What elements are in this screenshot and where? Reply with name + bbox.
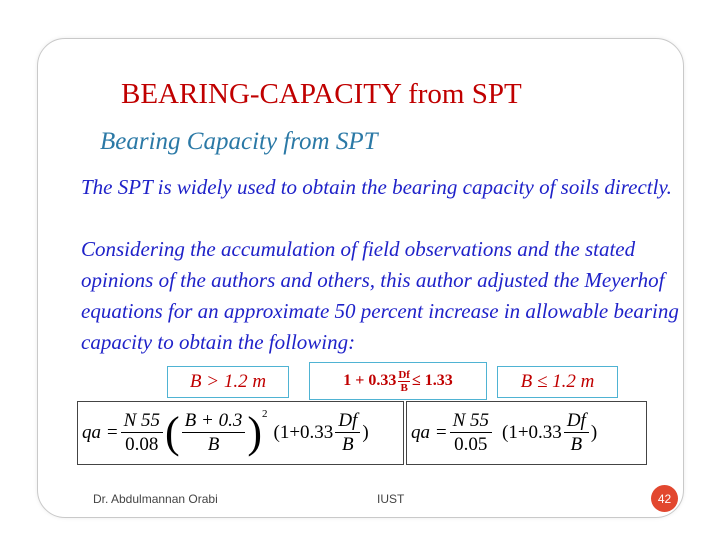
- eq1-lhs: qa =: [82, 422, 119, 443]
- eq1-close-paren: ): [247, 408, 263, 457]
- eq1-b-fraction: [182, 410, 246, 457]
- eq2-denominator: 0.05: [454, 433, 488, 455]
- eq2-b: B: [570, 433, 583, 455]
- eq1-b: B: [342, 433, 354, 455]
- eq2-close: ): [590, 422, 598, 443]
- slide-subtitle: Bearing Capacity from SPT: [100, 128, 378, 155]
- condition-fraction-den: B: [400, 381, 408, 394]
- paragraph-meyerhof-adjustment: Considering the accumulation of field observations and the stated opinions of the authors and others, this author adjusted the Meyerhof equations for an approximate 50 percent increase in allowable bearing capacity to obtain the following:: [81, 237, 679, 354]
- condition-b-less: B ≤ 1.2 m: [497, 366, 618, 398]
- paragraph-spt-usage: The SPT is widely used to obtain the bearing capacity of soils directly.: [81, 175, 672, 199]
- condition-b-greater: B > 1.2 m: [167, 366, 289, 398]
- equation-small-footing: [406, 401, 647, 465]
- eq1-exponent: 2: [262, 408, 268, 420]
- eq2-df: Df: [566, 409, 586, 431]
- eq1-inner-num: B + 0.3: [184, 409, 243, 431]
- eq1-close: ): [362, 422, 369, 443]
- eq1-factor: (1+0.33: [273, 422, 334, 443]
- eq1-df-fraction: [335, 410, 360, 457]
- eq1-n55: N 55: [123, 409, 161, 431]
- condition-fraction-num: Df: [398, 368, 410, 381]
- eq2-lhs: qa =: [411, 422, 448, 443]
- eq2-df-fraction: [564, 410, 589, 457]
- eq1-inner-den: B: [207, 433, 220, 455]
- eq1-denominator: 0.08: [125, 433, 159, 455]
- eq2-n-fraction: [450, 410, 492, 457]
- equation-large-footing: [77, 401, 404, 465]
- footer-institution: IUST: [377, 492, 405, 506]
- condition-depth-factor: [309, 362, 487, 400]
- eq1-open-paren: (: [165, 408, 180, 457]
- eq1-n-fraction: [121, 410, 163, 457]
- eq2-n55: N 55: [452, 409, 490, 431]
- slide-title: BEARING-CAPACITY from SPT: [121, 78, 522, 110]
- condition-suffix: ≤ 1.33: [411, 372, 453, 389]
- page-number-badge: 42: [651, 485, 678, 512]
- footer-author: Dr. Abdulmannan Orabi: [93, 492, 218, 506]
- eq1-df: Df: [338, 409, 358, 431]
- eq2-factor: (1+0.33: [502, 422, 562, 443]
- condition-prefix: 1 + 0.33: [343, 372, 397, 389]
- condition-fraction: [398, 369, 410, 394]
